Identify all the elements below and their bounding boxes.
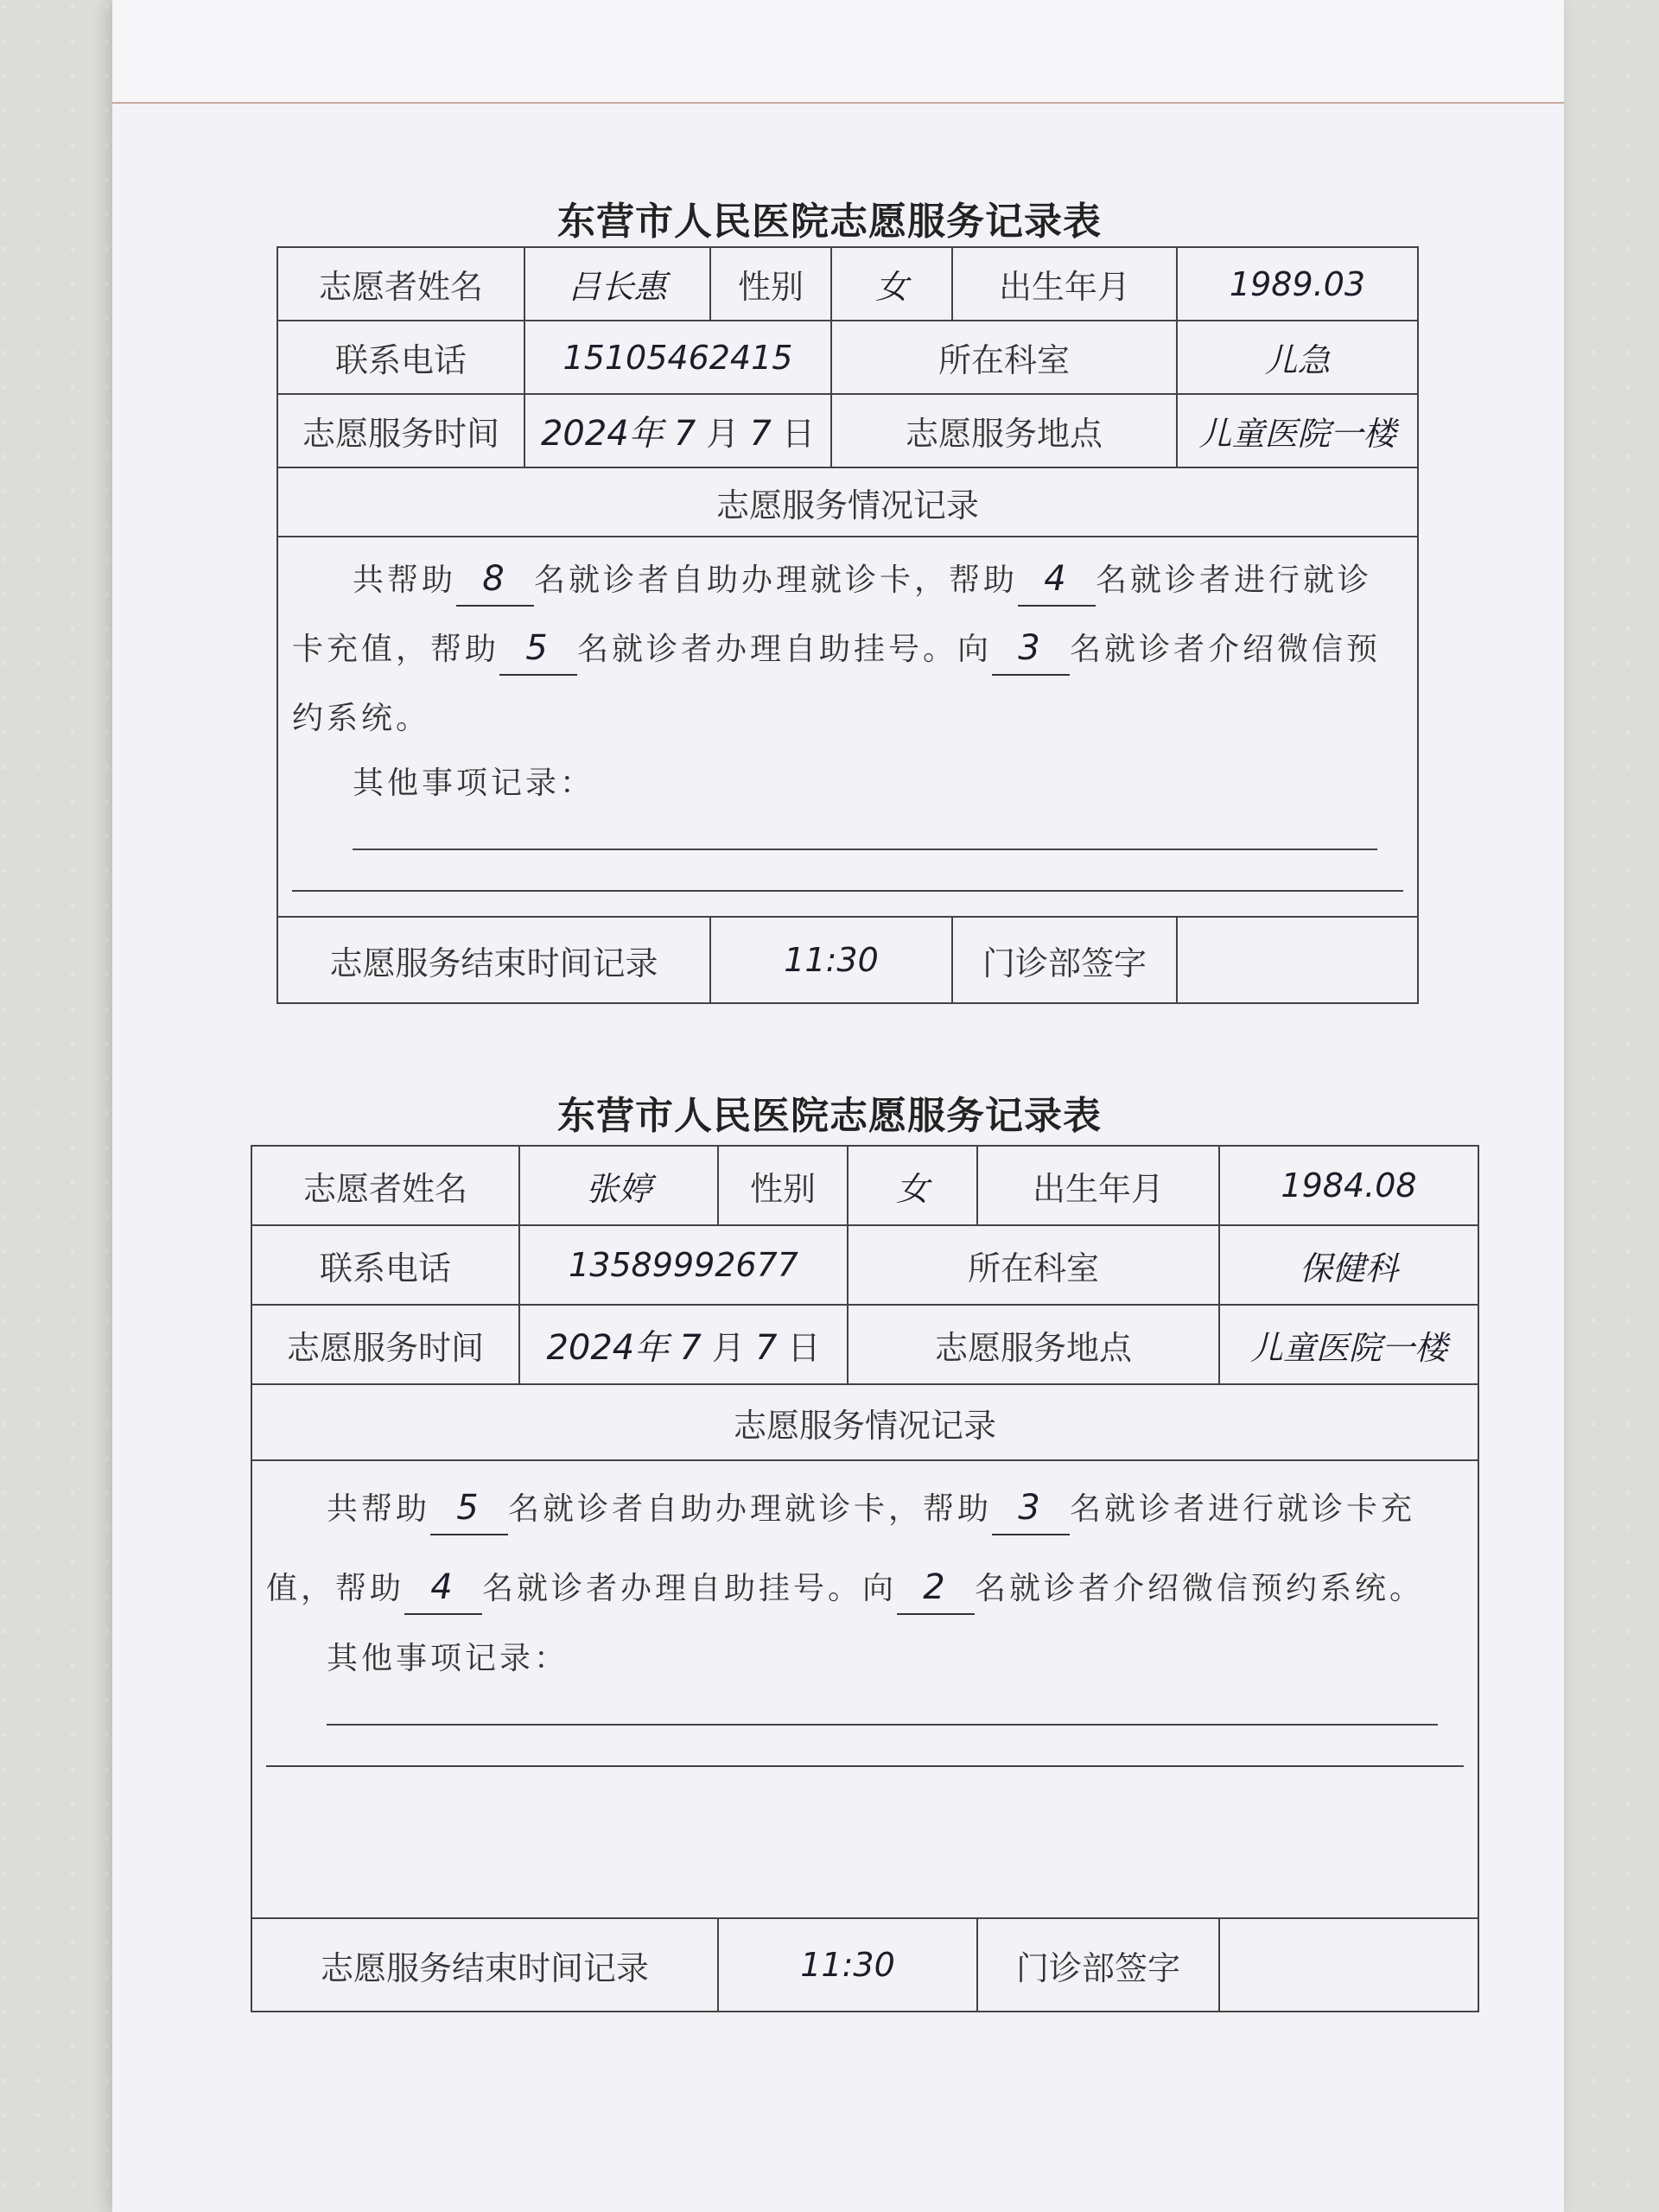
row-narrative <box>277 537 1418 917</box>
other-label: 其他事项记录： <box>353 766 595 801</box>
label-service-time: 志愿服务时间 <box>277 394 524 467</box>
service-month: 7 <box>679 1327 702 1368</box>
service-year: 2024 <box>540 414 629 454</box>
narrative-text: 共帮助 <box>327 1491 431 1527</box>
service-day: 7 <box>754 1327 778 1368</box>
value-birth[interactable]: 1984.08 <box>1219 1146 1478 1225</box>
month-unit: 月 <box>711 1328 745 1367</box>
count-card[interactable]: 5 <box>430 1482 508 1535</box>
label-service-place: 志愿服务地点 <box>848 1305 1219 1384</box>
value-end-time[interactable]: 11:30 <box>718 1918 977 2012</box>
value-gender[interactable]: 女 <box>848 1146 977 1225</box>
other-line[interactable] <box>353 814 1377 850</box>
year-unit: 年 <box>628 414 664 454</box>
label-end-time: 志愿服务结束时间记录 <box>277 917 710 1003</box>
narrative-text: 名就诊者办理自助挂号。向 <box>482 1571 898 1606</box>
other-line[interactable] <box>266 1726 1464 1767</box>
paper-top-edge <box>112 0 1564 104</box>
record-table <box>251 1145 1479 2012</box>
narrative-text: 名就诊者自助办理就诊卡，帮助 <box>534 563 1019 598</box>
row-end-time <box>251 1918 1478 2012</box>
label-end-time: 志愿服务结束时间记录 <box>251 1918 718 2012</box>
record-table <box>276 246 1419 1004</box>
month-unit: 月 <box>706 415 740 453</box>
value-birth[interactable]: 1989.03 <box>1177 247 1418 321</box>
label-birth: 出生年月 <box>952 247 1177 321</box>
record-header: 志愿服务情况记录 <box>251 1384 1478 1460</box>
row-end-time <box>277 917 1418 1003</box>
row-service-time <box>251 1305 1478 1384</box>
value-service-place[interactable]: 儿童医院一楼 <box>1219 1305 1478 1384</box>
count-register[interactable]: 4 <box>404 1561 482 1615</box>
narrative-text: 名就诊者办理自助挂号。向 <box>577 632 993 667</box>
value-department[interactable]: 保健科 <box>1219 1225 1478 1305</box>
count-register[interactable]: 5 <box>499 622 577 676</box>
value-phone[interactable]: 15105462415 <box>524 321 831 394</box>
value-name[interactable]: 张婷 <box>519 1146 718 1225</box>
value-signature[interactable] <box>1177 917 1418 1003</box>
label-name: 志愿者姓名 <box>277 247 524 321</box>
count-recharge[interactable]: 4 <box>1018 553 1096 607</box>
value-service-date[interactable] <box>519 1305 848 1384</box>
service-day: 7 <box>749 414 772 454</box>
other-line[interactable] <box>327 1689 1438 1726</box>
narrative-text: 共帮助 <box>353 563 457 598</box>
value-gender[interactable]: 女 <box>831 247 952 321</box>
label-name: 志愿者姓名 <box>251 1146 519 1225</box>
day-unit: 日 <box>787 1328 821 1367</box>
value-service-date[interactable] <box>524 394 831 467</box>
row-record-header <box>251 1384 1478 1460</box>
narrative-text: 名就诊者介绍微信预约系统。 <box>292 632 1382 736</box>
label-phone: 联系电话 <box>251 1225 519 1305</box>
count-wechat[interactable]: 3 <box>992 622 1070 676</box>
row-name <box>277 247 1418 321</box>
other-line[interactable] <box>292 850 1403 892</box>
narrative-text: 名就诊者介绍微信预约系统。 <box>975 1571 1425 1606</box>
count-recharge[interactable]: 3 <box>992 1482 1070 1535</box>
row-service-time <box>277 394 1418 467</box>
value-signature[interactable] <box>1219 1918 1478 2012</box>
narrative-text: 名就诊者进行就诊卡充值，帮助 <box>266 1491 1416 1606</box>
value-phone[interactable]: 13589992677 <box>519 1225 848 1305</box>
value-service-place[interactable]: 儿童医院一楼 <box>1177 394 1418 467</box>
record-header: 志愿服务情况记录 <box>277 467 1418 537</box>
value-department[interactable]: 儿急 <box>1177 321 1418 394</box>
narrative-cell <box>251 1460 1478 1918</box>
label-birth: 出生年月 <box>977 1146 1219 1225</box>
year-unit: 年 <box>634 1327 670 1368</box>
label-gender: 性别 <box>710 247 831 321</box>
label-phone: 联系电话 <box>277 321 524 394</box>
narrative-text: 名就诊者自助办理就诊卡，帮助 <box>508 1491 993 1527</box>
count-wechat[interactable]: 2 <box>897 1561 975 1615</box>
other-label: 其他事项记录： <box>327 1641 569 1676</box>
label-service-time: 志愿服务时间 <box>251 1305 519 1384</box>
label-signature: 门诊部签字 <box>952 917 1177 1003</box>
label-department: 所在科室 <box>831 321 1177 394</box>
row-record-header <box>277 467 1418 537</box>
narrative-text: 名就诊者进行就诊卡充值，帮助 <box>292 563 1373 667</box>
service-year: 2024 <box>546 1327 635 1368</box>
narrative-cell <box>277 537 1418 917</box>
value-end-time[interactable]: 11:30 <box>710 917 952 1003</box>
label-signature: 门诊部签字 <box>977 1918 1219 2012</box>
count-card[interactable]: 8 <box>456 553 534 607</box>
label-gender: 性别 <box>718 1146 848 1225</box>
value-name[interactable]: 吕长惠 <box>524 247 710 321</box>
form-title: 东营市人民医院志愿服务记录表 <box>557 200 1102 244</box>
row-name <box>251 1146 1478 1225</box>
label-service-place: 志愿服务地点 <box>831 394 1177 467</box>
label-department: 所在科室 <box>848 1225 1219 1305</box>
row-phone <box>277 321 1418 394</box>
row-phone <box>251 1225 1478 1305</box>
form-title: 东营市人民医院志愿服务记录表 <box>557 1094 1102 1138</box>
row-narrative <box>251 1460 1478 1918</box>
day-unit: 日 <box>782 415 816 453</box>
service-month: 7 <box>673 414 696 454</box>
